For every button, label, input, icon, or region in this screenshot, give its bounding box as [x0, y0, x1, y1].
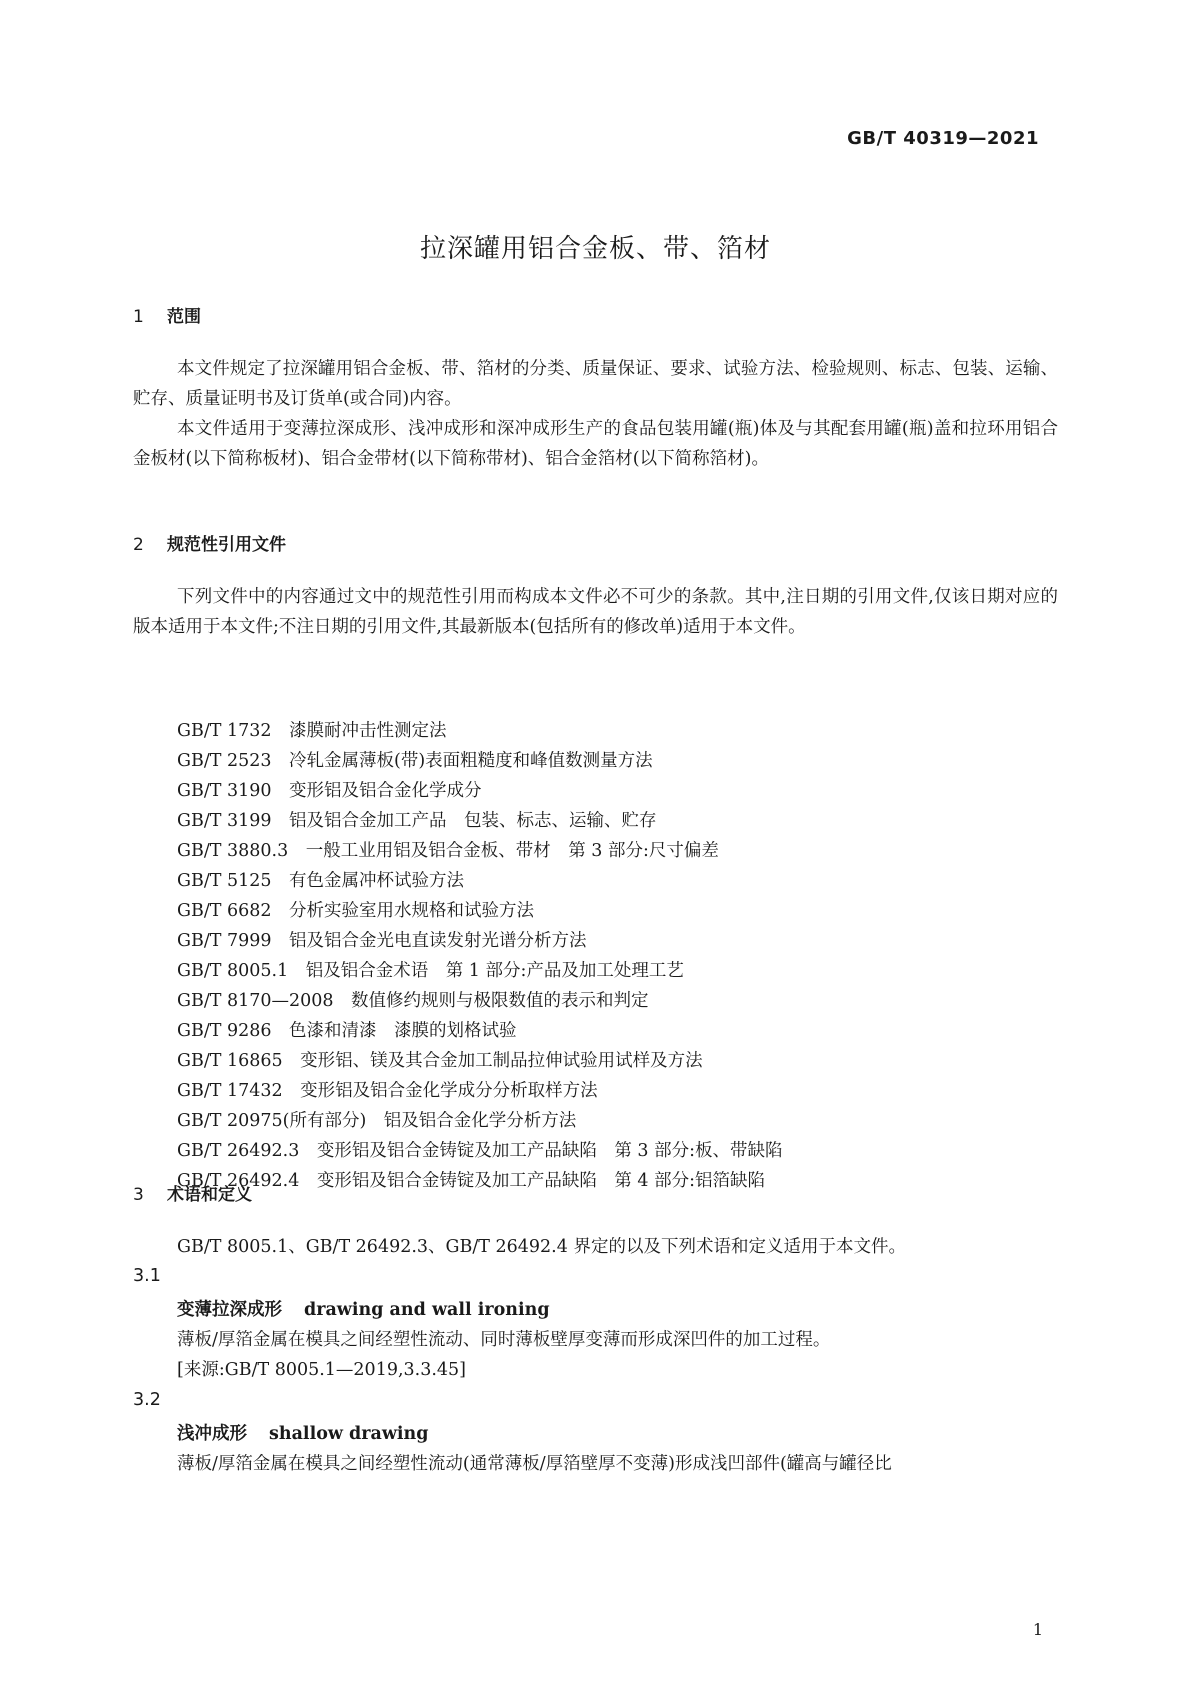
term-definition: 薄板/厚箔金属在模具之间经塑性流动(通常薄板/厚箔壁厚不变薄)形成浅凹部件(罐高与罐径比 [177, 1454, 892, 1474]
section-heading-terms [133, 1180, 252, 1205]
scope-paragraph-2: 本文件适用于变薄拉深成形、浅冲成形和深冲成形生产的食品包装用罐(瓶)体及与其配套用罐(瓶)盖和拉环用铝合金板材(以下简称板材)、铝合金带材(以下简称带材)、铝合金箔材(以下简称箔材)。 [133, 419, 1058, 469]
term-title [177, 1296, 550, 1321]
reference-item: GB/T 6682 分析实验室用水规格和试验方法 [177, 901, 535, 921]
references-intro: 下列文件中的内容通过文中的规范性引用而构成本文件必不可少的条款。其中,注日期的引用文件,仅该日期对应的版本适用于本文件;不注日期的引用文件,其最新版本(包括所有的修改单)适用于本文件。 [133, 587, 1058, 637]
term-en: drawing and wall ironing [304, 1300, 550, 1320]
term-zh: 变薄拉深成形 [177, 1300, 282, 1320]
reference-item: GB/T 17432 变形铝及铝合金化学成分分析取样方法 [177, 1081, 598, 1101]
reference-item: GB/T 9286 色漆和清漆 漆膜的划格试验 [177, 1021, 517, 1041]
reference-item: GB/T 2523 冷轧金属薄板(带)表面粗糙度和峰值数测量方法 [177, 751, 653, 771]
section-title: 规范性引用文件 [167, 535, 286, 555]
reference-list [177, 716, 783, 1196]
reference-item: GB/T 3190 变形铝及铝合金化学成分 [177, 781, 482, 801]
section-title: 术语和定义 [167, 1185, 252, 1205]
reference-item: GB/T 5125 有色金属冲杯试验方法 [177, 871, 465, 891]
term-source: [来源:GB/T 8005.1—2019,3.3.45] [177, 1360, 467, 1380]
terms-intro: GB/T 8005.1、GB/T 26492.3、GB/T 26492.4 界定的以及下列术语和定义适用于本文件。 [177, 1237, 906, 1257]
term-number: 3.1 [133, 1266, 161, 1286]
reference-item: GB/T 3880.3 一般工业用铝及铝合金板、带材 第 3 部分:尺寸偏差 [177, 841, 719, 861]
section-title: 范围 [167, 307, 201, 327]
reference-item: GB/T 7999 铝及铝合金光电直读发射光谱分析方法 [177, 931, 587, 951]
term-en: shallow drawing [269, 1424, 429, 1444]
section-number: 1 [133, 307, 144, 327]
reference-item: GB/T 20975(所有部分) 铝及铝合金化学分析方法 [177, 1111, 577, 1131]
section-number: 2 [133, 535, 144, 555]
section-heading-normative-references [133, 530, 286, 555]
reference-item: GB/T 3199 铝及铝合金加工产品 包装、标志、运输、贮存 [177, 811, 657, 831]
term-definition: 薄板/厚箔金属在模具之间经塑性流动、同时薄板壁厚变薄而形成深凹件的加工过程。 [177, 1330, 831, 1350]
page-number: 1 [1032, 1620, 1043, 1639]
reference-item: GB/T 8170—2008 数值修约规则与极限数值的表示和判定 [177, 991, 649, 1011]
document-title: 拉深罐用铝合金板、带、箔材 [419, 234, 771, 264]
term-zh: 浅冲成形 [177, 1424, 247, 1444]
reference-item: GB/T 1732 漆膜耐冲击性测定法 [177, 721, 447, 741]
section-heading-scope [133, 302, 201, 327]
term-title [177, 1420, 429, 1445]
reference-item: GB/T 16865 变形铝、镁及其合金加工制品拉伸试验用试样及方法 [177, 1051, 703, 1071]
reference-item: GB/T 26492.4 变形铝及铝合金铸锭及加工产品缺陷 第 4 部分:铝箔缺陷 [177, 1171, 765, 1191]
scope-paragraph-1: 本文件规定了拉深罐用铝合金板、带、箔材的分类、质量保证、要求、试验方法、检验规则、标志、包装、运输、贮存、质量证明书及订货单(或合同)内容。 [133, 359, 1058, 409]
reference-item: GB/T 26492.3 变形铝及铝合金铸锭及加工产品缺陷 第 3 部分:板、带缺陷 [177, 1141, 783, 1161]
section-number: 3 [133, 1185, 144, 1205]
standard-code: GB/T 40319—2021 [847, 128, 1039, 149]
term-number: 3.2 [133, 1390, 161, 1410]
reference-item: GB/T 8005.1 铝及铝合金术语 第 1 部分:产品及加工处理工艺 [177, 961, 684, 981]
